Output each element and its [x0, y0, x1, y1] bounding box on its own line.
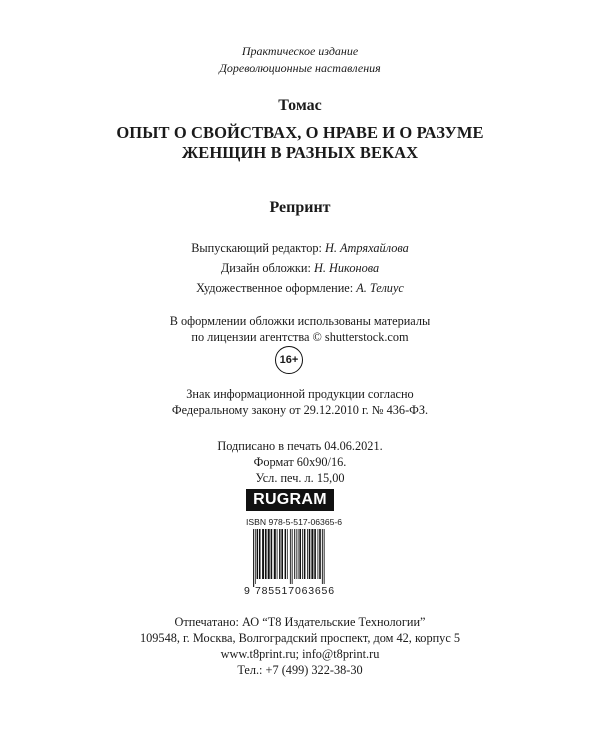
credit-person: А. Телиус	[356, 281, 404, 295]
printer-phone: Тел.: +7 (499) 322-38-30	[237, 663, 363, 677]
barcode-bar	[307, 529, 308, 579]
series-line-1: Практическое издание	[241, 44, 359, 58]
barcode-bar	[287, 529, 288, 579]
barcode-bar	[274, 529, 276, 579]
credit-role: Художественное оформление:	[196, 281, 354, 295]
barcode-bar	[265, 529, 267, 579]
ean-first-digit: 9	[244, 585, 251, 597]
print-sheets: Усл. печ. л. 15,00	[255, 471, 345, 485]
credit-cover-design	[0, 258, 600, 278]
barcode-bar	[271, 529, 273, 579]
barcode-bar	[296, 529, 297, 579]
credit-role: Выпускающий редактор:	[191, 241, 322, 255]
barcode-bar	[299, 529, 301, 579]
barcode-bar	[277, 529, 278, 579]
ean-digits	[246, 584, 336, 598]
barcode-bar	[319, 529, 321, 579]
barcode-bar	[304, 529, 306, 579]
barcode-bar	[309, 529, 311, 579]
print-signed-date: Подписано в печать 04.06.2021.	[217, 439, 383, 453]
barcode-bar	[302, 529, 303, 579]
printer-line-1: Отпечатано: АО “Т8 Издательские Технологии”	[174, 615, 426, 629]
publisher-logo: RUGRAM	[246, 489, 334, 511]
barcode-bar	[259, 529, 261, 579]
credit-art-design	[0, 278, 600, 298]
printer-web-email: www.t8print.ru; info@t8print.ru	[220, 647, 380, 661]
credit-editor	[0, 238, 600, 258]
book-title-line-2: ЖЕНЩИН В РАЗНЫХ ВЕКАХ	[181, 143, 419, 162]
barcode-bar	[324, 529, 325, 587]
isbn-label: ISBN 978-5-517-06365-6	[246, 517, 343, 527]
barcode-bar	[311, 529, 313, 579]
ean-group-1: 785517	[255, 585, 295, 597]
printer-address: 109548, г. Москва, Волгоградский проспект, дом 42, корпус 5	[139, 631, 460, 645]
barcode-bar	[322, 529, 323, 587]
print-format: Формат 60х90/16.	[253, 455, 347, 469]
book-title-line-1: ОПЫТ О СВОЙСТВАХ, О НРАВЕ И О РАЗУМЕ	[116, 123, 484, 142]
credit-person: Н. Никонова	[314, 261, 380, 275]
barcode-bar	[294, 529, 295, 579]
license-line-2: по лицензии агентства © shutterstock.com	[191, 330, 409, 344]
barcode-bar	[292, 529, 293, 587]
barcode-bar	[290, 529, 291, 587]
license-line-1: В оформлении обложки использованы материалы	[169, 314, 431, 328]
barcode-bar	[268, 529, 270, 579]
barcode-bar	[318, 529, 319, 579]
barcode-bar	[285, 529, 286, 579]
credit-role: Дизайн обложки:	[220, 261, 311, 275]
barcode-bar	[314, 529, 316, 579]
edition-label: Репринт	[269, 199, 331, 216]
ean-group-2: 063656	[295, 585, 335, 597]
author-name: Томас	[278, 97, 322, 114]
barcode-bar	[255, 529, 256, 587]
isbn-barcode	[246, 529, 336, 587]
barcode-bar	[279, 529, 280, 579]
barcode-bar	[257, 529, 258, 579]
age-rating-badge: 16+	[275, 346, 303, 374]
barcode-bar	[298, 529, 299, 579]
barcode-bar	[253, 529, 254, 587]
barcode-bar	[262, 529, 264, 579]
barcode-bar	[281, 529, 283, 579]
series-line-2: Дореволюционные наставления	[219, 61, 381, 75]
law-notice-line-1: Знак информационной продукции согласно	[186, 387, 414, 401]
law-notice-line-2: Федеральному закону от 29.12.2010 г. № 436-ФЗ.	[171, 403, 429, 417]
credit-person: Н. Атряхайлова	[324, 241, 409, 255]
